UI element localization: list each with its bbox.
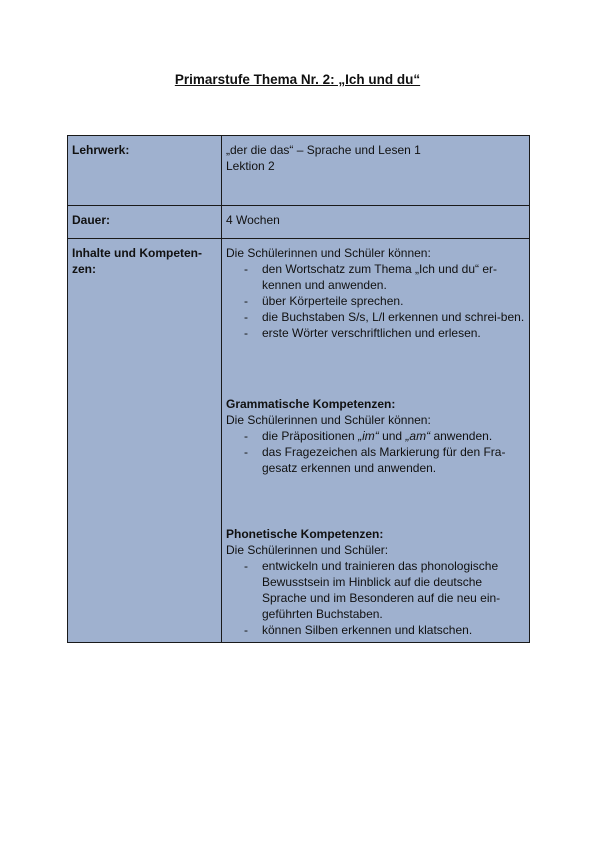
list-item: - können Silben erkennen und klatschen. — [226, 622, 525, 638]
list-item: - entwickeln und trainieren das phonologische Bewusstsein im Hinblick auf die deutsche Sprache und im Besonderen auf die neu ein-geführten Buchstaben. — [226, 558, 525, 622]
dauer-label-cell — [68, 206, 222, 239]
grammatik-list — [226, 428, 525, 476]
inhalte-label: Inhalte und Kompeten-zen: — [72, 246, 202, 276]
dauer-label: Dauer: — [72, 213, 111, 227]
inhalte-value-cell — [222, 239, 530, 643]
table-row-lehrwerk — [68, 136, 530, 206]
lehrwerk-value-cell — [222, 136, 530, 206]
lehrwerk-lesson: Lektion 2 — [226, 159, 275, 173]
table-row-inhalte — [68, 239, 530, 643]
inhalte-label-cell — [68, 239, 222, 643]
dauer-value: 4 Wochen — [226, 213, 280, 227]
grammatik-title: Grammatische Kompetenzen: — [226, 397, 396, 411]
lehrwerk-book: „der die das“ – Sprache und Lesen 1 — [226, 143, 421, 157]
inhalte-intro: Die Schülerinnen und Schüler können: — [226, 246, 431, 260]
preposition-am: „am“ — [405, 429, 431, 443]
curriculum-table — [67, 135, 530, 643]
page-title: Primarstufe Thema Nr. 2: „Ich und du“ — [174, 72, 421, 87]
phonetik-list — [226, 558, 525, 638]
list-item: - die Präpositionen „im“ und „am“ anwenden. — [226, 428, 525, 444]
preposition-im: „im“ — [358, 429, 379, 443]
grammatik-intro: Die Schülerinnen und Schüler können: — [226, 413, 431, 427]
list-item: - das Fragezeichen als Markierung für den Fra-gesatz erkennen und anwenden. — [226, 444, 525, 476]
list-item: - die Buchstaben S/s, L/l erkennen und schrei-ben. — [226, 309, 525, 325]
table-row-dauer — [68, 206, 530, 239]
phonetik-intro: Die Schülerinnen und Schüler: — [226, 543, 389, 557]
list-item: - über Körperteile sprechen. — [226, 293, 525, 309]
phonetik-title: Phonetische Kompetenzen: — [226, 527, 384, 541]
lehrwerk-label-cell — [68, 136, 222, 206]
inhalte-list — [226, 261, 525, 341]
dauer-value-cell — [222, 206, 530, 239]
list-item: - erste Wörter verschriftlichen und erlesen. — [226, 325, 525, 341]
lehrwerk-label: Lehrwerk: — [72, 143, 130, 157]
list-item: - den Wortschatz zum Thema „Ich und du“ er-kennen und anwenden. — [226, 261, 525, 293]
